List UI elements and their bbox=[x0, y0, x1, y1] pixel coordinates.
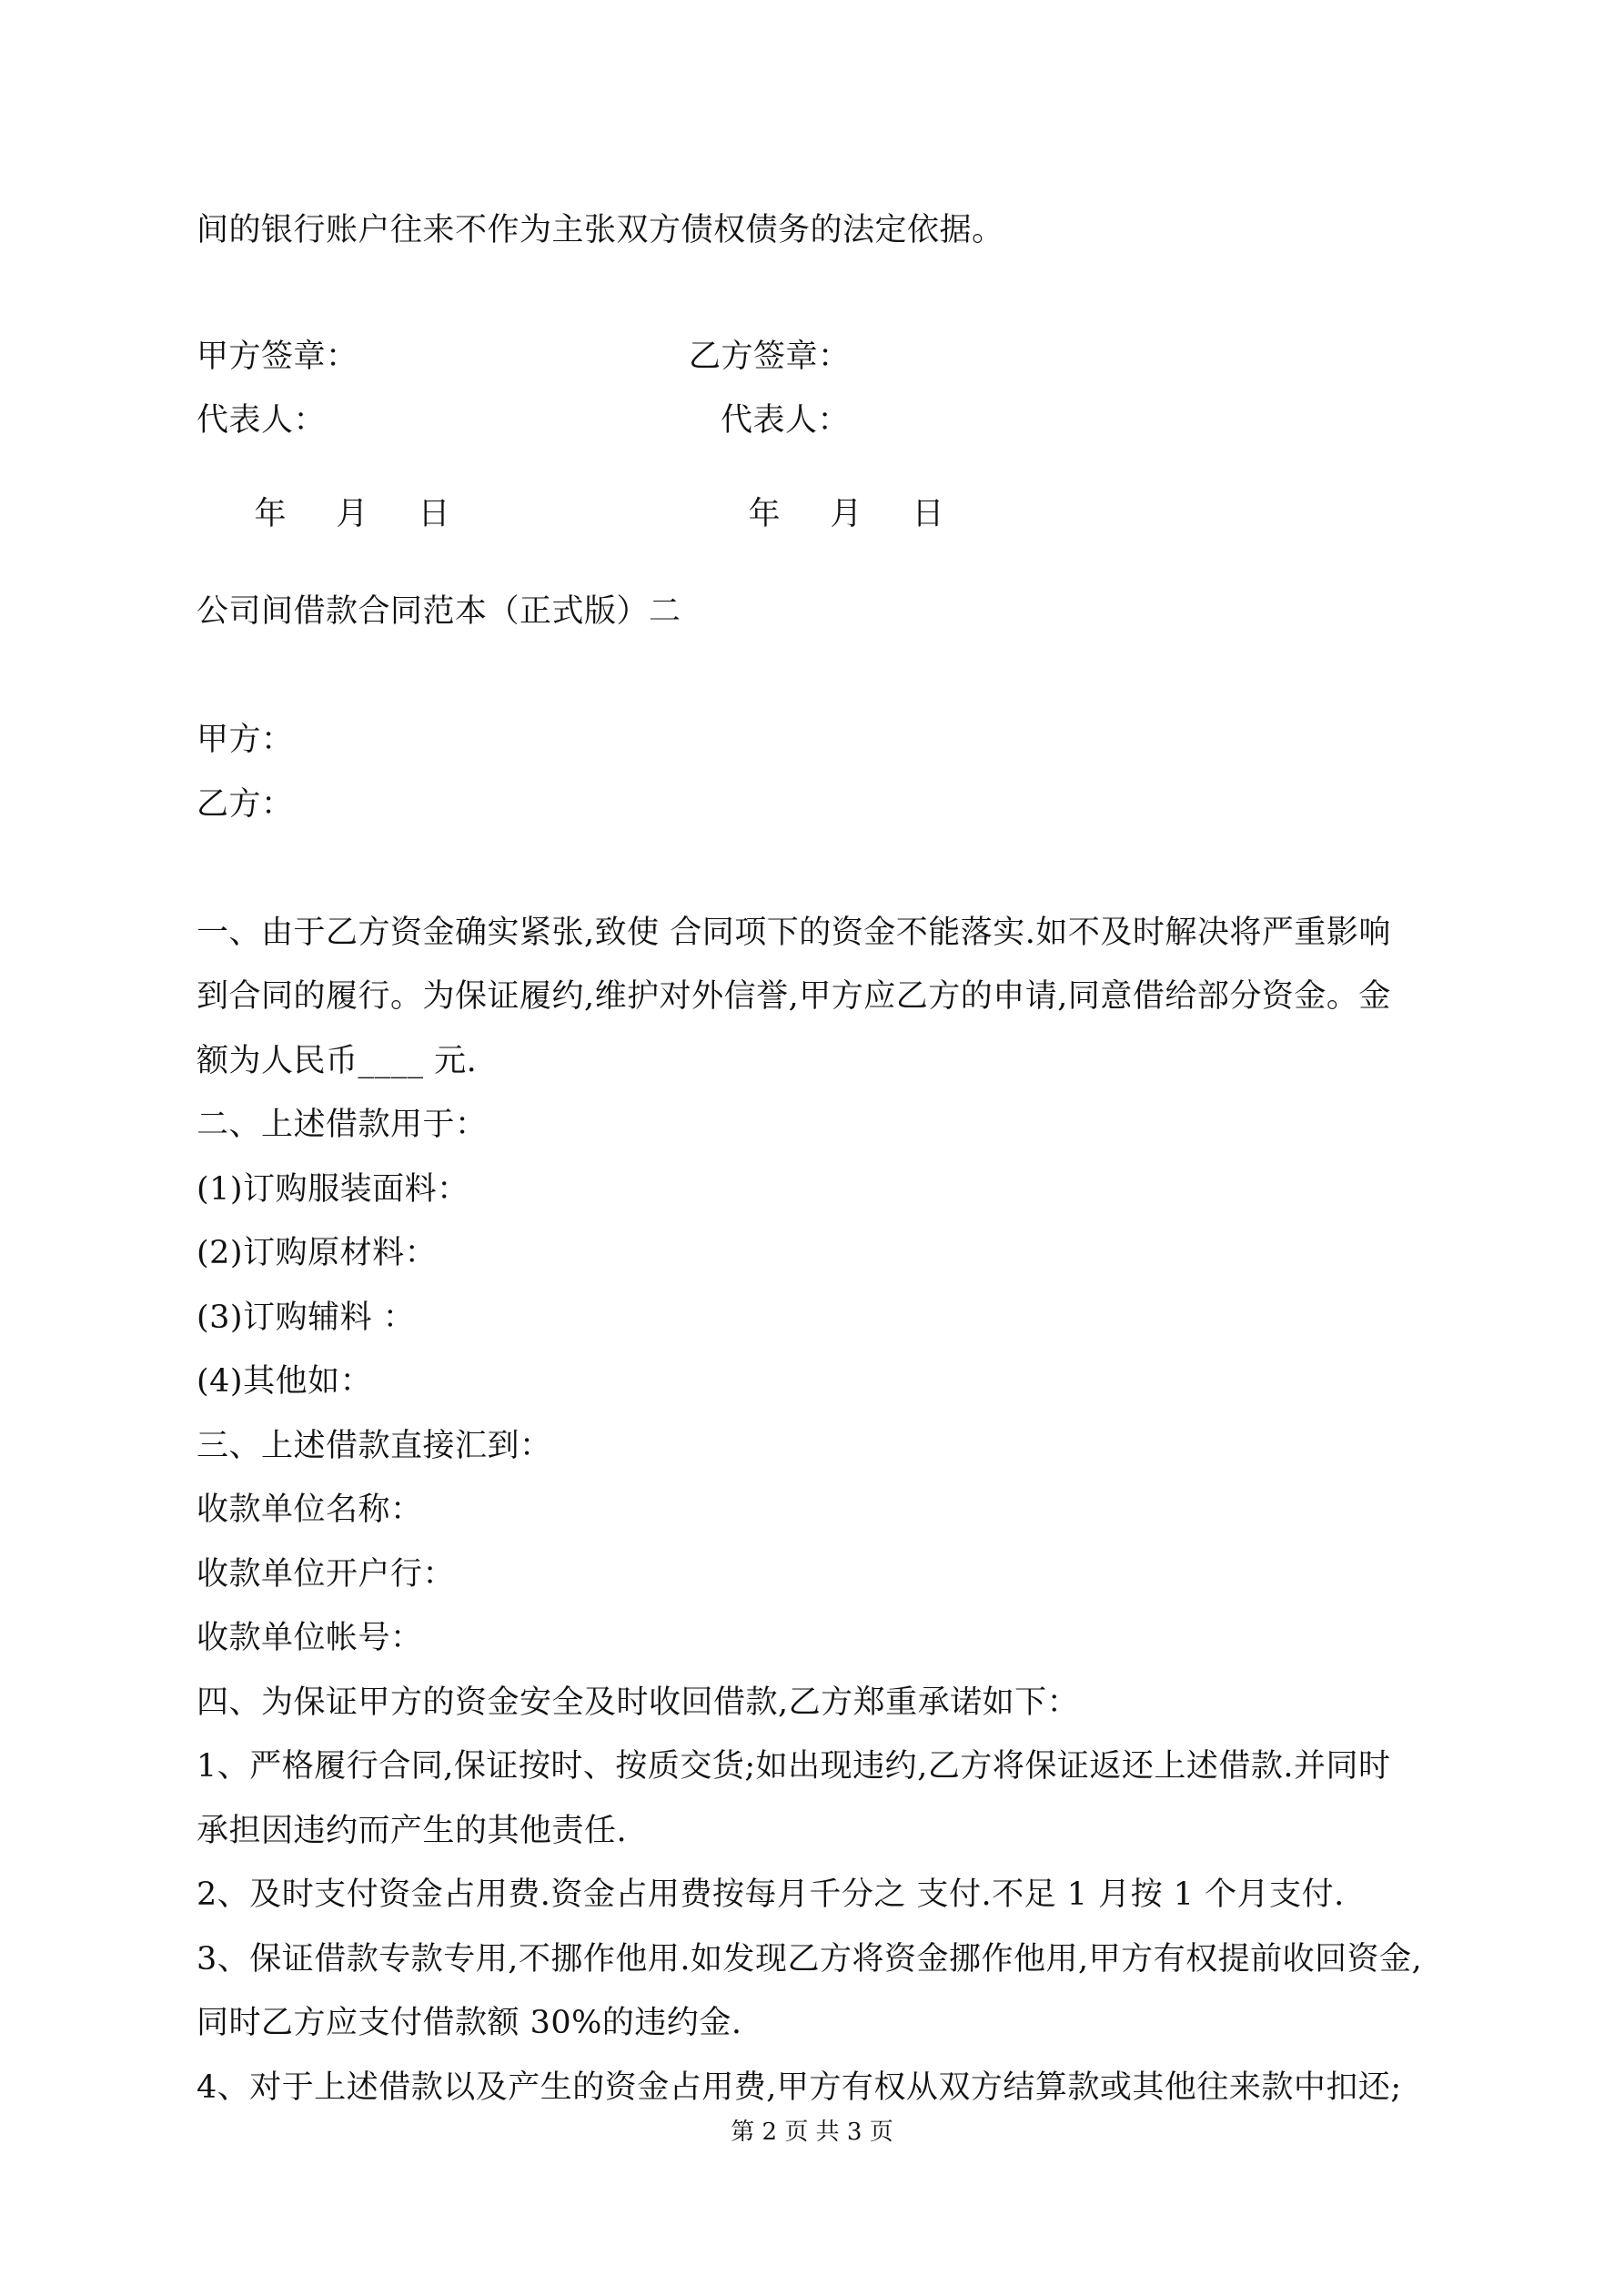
clause-line: 收款单位帐号： bbox=[197, 1620, 423, 1656]
clause-line: 到合同的履行。为保证履约,维护对外信誉,甲方应乙方的申请,同意借给部分资金。金 bbox=[197, 978, 1391, 1015]
clause-line: (2)订购原材料： bbox=[197, 1235, 438, 1271]
clause-line: 承担因违约而产生的其他责任. bbox=[197, 1813, 628, 1849]
date-year-label: 年 bbox=[254, 496, 287, 532]
party-b-rep-label: 代表人： bbox=[721, 402, 851, 439]
document-title: 公司间借款合同范本（正式版）二 bbox=[197, 593, 681, 630]
clause-line: 四、为保证甲方的资金安全及时收回借款,乙方郑重承诺如下： bbox=[197, 1684, 1080, 1721]
date-day-label: 日 bbox=[418, 496, 451, 532]
party-a-rep-label: 代表人： bbox=[197, 402, 327, 439]
clause-line: 收款单位名称： bbox=[197, 1492, 423, 1528]
party-b-label: 乙方： bbox=[197, 786, 294, 823]
date-day-label: 日 bbox=[912, 496, 945, 532]
party-b-seal-label: 乙方签章： bbox=[689, 339, 851, 375]
clause-line: (4)其他如： bbox=[197, 1363, 373, 1400]
party-b-date bbox=[706, 467, 944, 562]
clause-line: 2、及时支付资金占用费.资金占用费按每月千分之 支付.不足 1 月按 1 个月支付. bbox=[197, 1876, 1345, 1913]
party-a-label: 甲方： bbox=[197, 722, 294, 758]
clause-line: 3、保证借款专款专用,不挪作他用.如发现乙方将资金挪作他用,甲方有权提前收回资金, bbox=[197, 1941, 1423, 1977]
clause-line: 一、由于乙方资金确实紧张,致使 合同项下的资金不能落实.如不及时解决将严重影响 bbox=[197, 915, 1391, 951]
clause-line: 二、上述借款用于： bbox=[197, 1107, 488, 1143]
date-month-label: 月 bbox=[830, 496, 863, 532]
date-year-label: 年 bbox=[748, 496, 782, 532]
page-footer: 第 2 页 共 3 页 bbox=[731, 2119, 893, 2146]
clause-line: 4、对于上述借款以及产生的资金占用费,甲方有权从双方结算款或其他往来款中扣还; bbox=[197, 2069, 1402, 2106]
clause-line: 额为人民币____ 元. bbox=[197, 1043, 478, 1079]
opening-line: 间的银行账户往来不作为主张双方债权债务的法定依据。 bbox=[197, 212, 1004, 248]
clause-line: (3)订购辅料 ： bbox=[197, 1300, 416, 1336]
clause-line: 收款单位开户行： bbox=[197, 1556, 456, 1593]
clause-line: 同时乙方应支付借款额 30%的违约金. bbox=[197, 2005, 742, 2041]
date-month-label: 月 bbox=[336, 496, 369, 532]
clause-line: 1、严格履行合同,保证按时、按质交货;如出现违约,乙方将保证返还上述借款.并同时 bbox=[197, 1748, 1391, 1785]
clause-line: 三、上述借款直接汇到： bbox=[197, 1428, 552, 1464]
party-a-date bbox=[212, 467, 450, 562]
party-a-seal-label: 甲方签章： bbox=[197, 339, 358, 375]
clause-line: (1)订购服装面料： bbox=[197, 1171, 469, 1208]
